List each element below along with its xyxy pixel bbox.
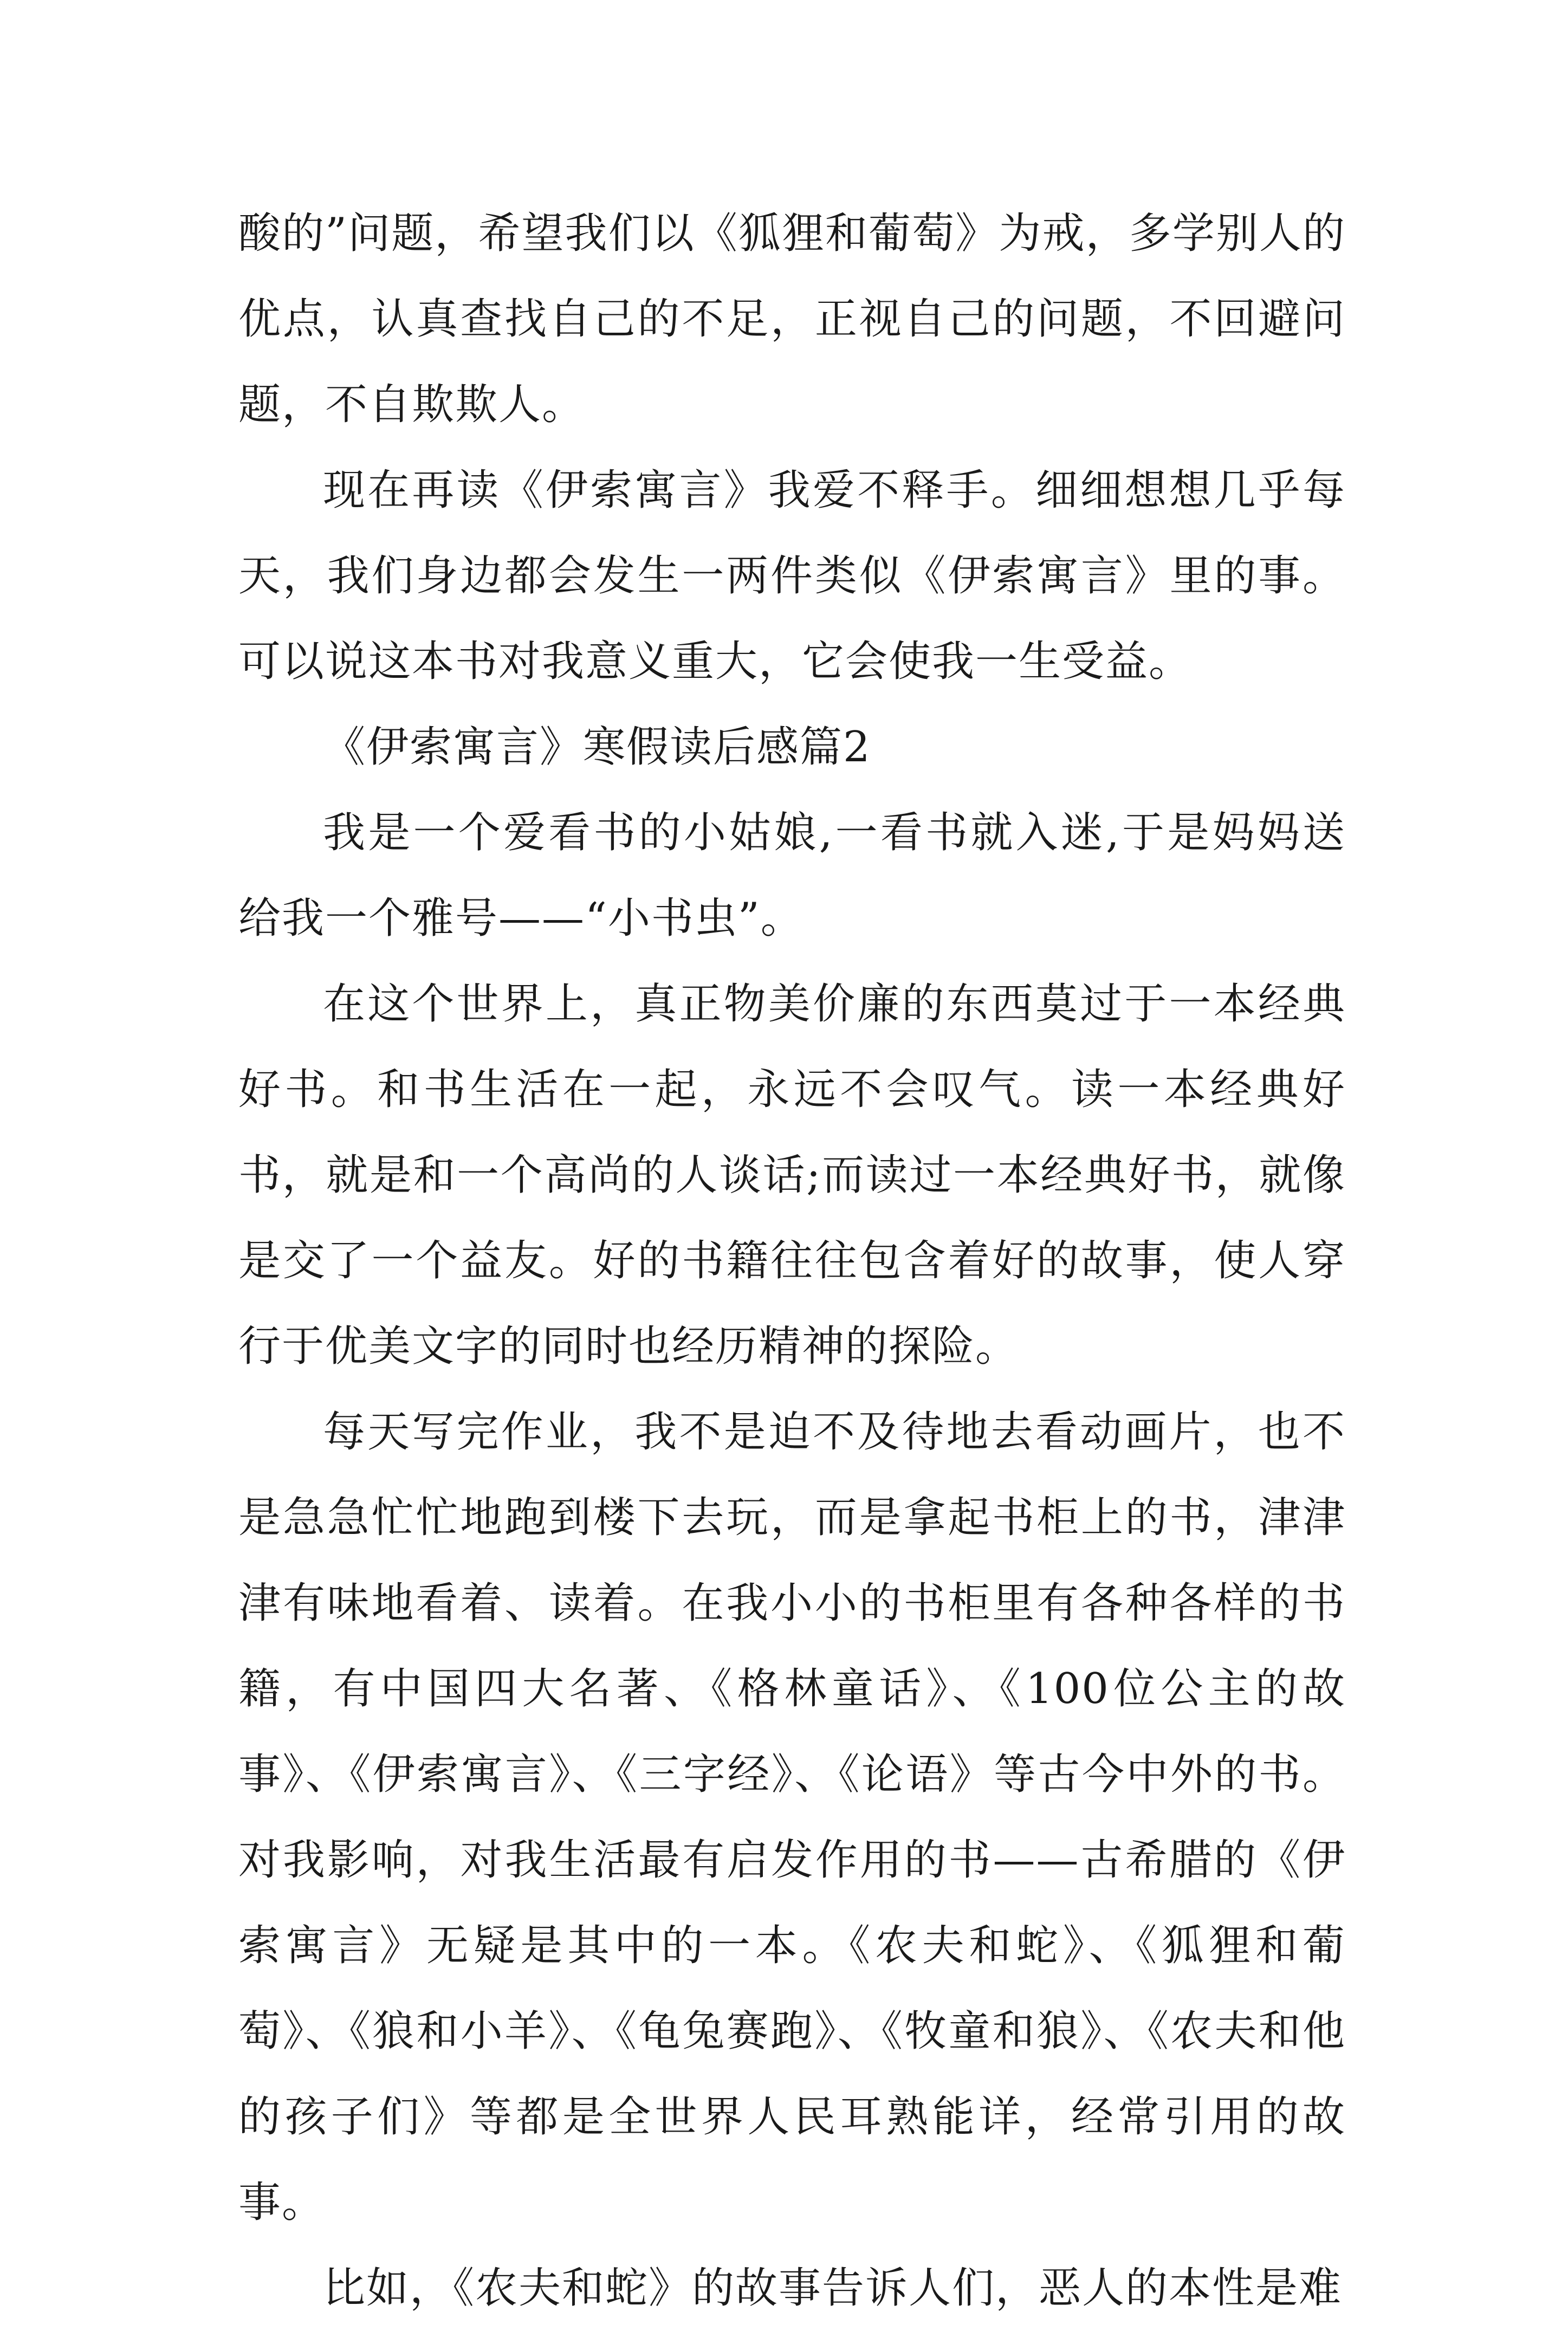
paragraph-good-books: 在这个世界上，真正物美价廉的东西莫过于一本经典好书。和书生活在一起，永远不会叹气。读一本经典好书，就是和一个高尚的人谈话;而读过一本经典好书，就像是交了一个益友。好的书籍往往包含着好的故事，使人穿行于优美文字的同时也经历精神的探险。: [238, 980, 1346, 1371]
paragraph-example: 比如，《农夫和蛇》的故事告诉人们，恶人的本性是难: [323, 2264, 1343, 2313]
section-heading: 《伊索寓言》寒假读后感篇2: [323, 723, 871, 772]
paragraph-continuation: 酸的”问题，希望我们以《狐狸和葡萄》为戒，多学别人的优点，认真查找自己的不足，正视自己的问题，不回避问题，不自欺欺人。: [238, 209, 1346, 429]
document-body: [238, 191, 1346, 2331]
paragraph-reread: 现在再读《伊索寓言》我爱不释手。细细想想几乎每天，我们身边都会发生一两件类似《伊索寓言》里的事。可以说这本书对我意义重大，它会使我一生受益。: [238, 466, 1346, 686]
paragraph-bookworm: 我是一个爱看书的小姑娘,一看书就入迷,于是妈妈送给我一个雅号——“小书虫”。: [238, 808, 1346, 943]
paragraph-daily-reading: 每天写完作业，我不是迫不及待地去看动画片，也不是急急忙忙地跑到楼下去玩，而是拿起书柜上的书，津津津有味地看着、读着。在我小小的书柜里有各种各样的书籍，有中国四大名著、《格林童话》、《100位公主的故事》、《伊索寓言》、《三字经》、《论语》等古今中外的书。对我影响，对我生活最有启发作用的书——古希腊的《伊索寓言》无疑是其中的一本。《农夫和蛇》、《狐狸和葡萄》、《狼和小羊》、《龟兔赛跑》、《牧童和狼》、《农夫和他的孩子们》等都是全世界人民耳熟能详，经常引用的故事。: [238, 1408, 1346, 2227]
